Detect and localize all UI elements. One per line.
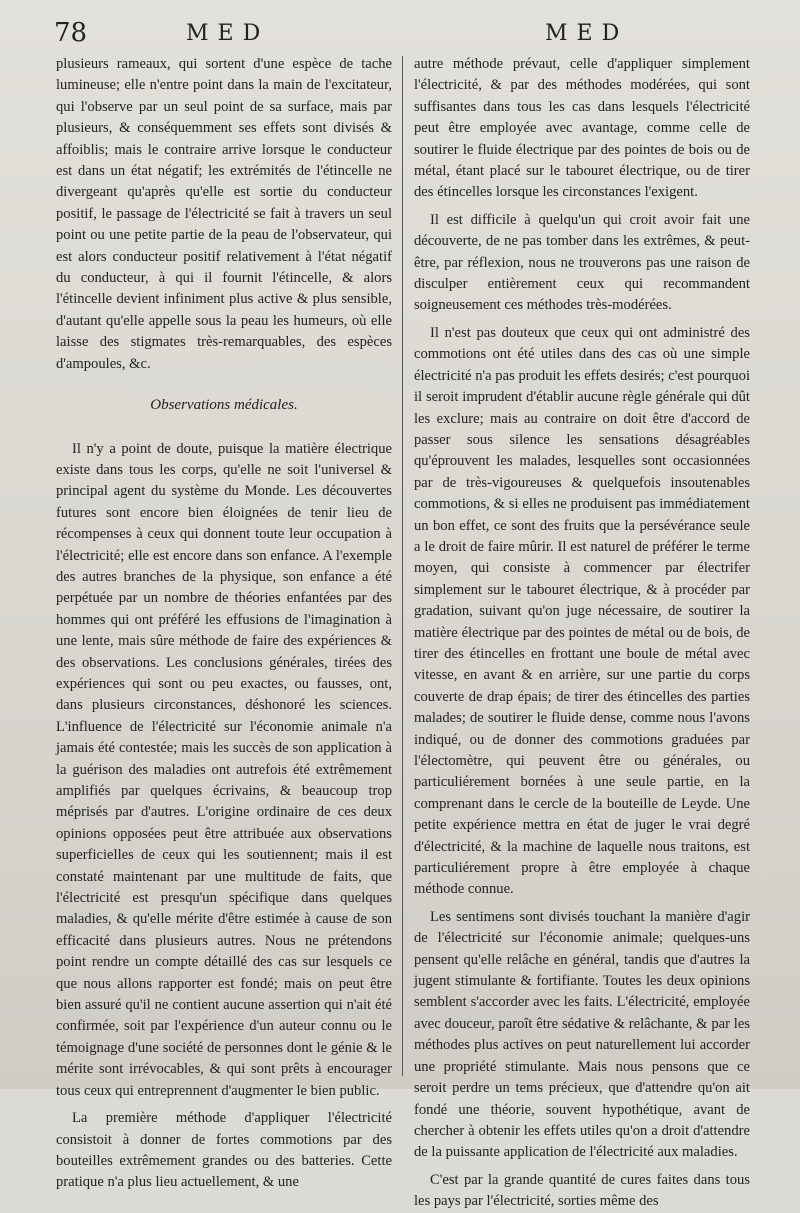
right-column — [414, 54, 750, 1213]
right-paragraph-5: C'est par la grande quantité de cures faites dans tous les pays par l'électricité, sorties même des — [414, 1171, 750, 1210]
right-paragraph-3: Il n'est pas douteux que ceux qui ont administré des commotions ont été utiles dans des cas où une simple électricité n'a pas produit les effets desirés; c'est pourquoi il seroit imprudent d'établir aucune règle générale qui dût les exclure; mais au contraire on doit être d'accord de passer sous silence les sensations désagréables qu'éprouvent les malades, lesquelles sont occasionnées par de très-vigoureuses & quelquefois insoutenables commotions, & si elles ne produisent pas immédiatement un bon effet, ce sont des fruits que la persévérance seule a le droit de faire mûrir. Il est naturel de préférer le terme moyen, qui consiste à commencer par électrifer simplement sur le tabouret électrique, & à procéder par gradation, suivant qu'on juge nécessaire, de soutirer la matière électrique par des pointes de métal ou de bois, de tirer des étincelles en frottant une boule de métal avec vitesse, en avant & en arrière, sur une partie du corps couverte de drap épais; de tirer des étincelles des parties malades; de soutirer le fluide dense, comme nous l'avons indiqué, ou de donner des commotions graduées par l'électomètre, qui peuvent être ou générales, ou particuliérement bornées à une seule partie, en la comprenant dans le cercle de la bouteille de Leyde. Une petite expérience mettra en état de juger le vrai degré d'électricité, & la machine de laquelle nous traitons, est particuliérement propre à être employée à chaque méthode connue. — [414, 324, 750, 898]
running-headword-right: MED — [545, 21, 629, 46]
left-paragraph-3: La première méthode d'appliquer l'électricité consistoit à donner de fortes commotions par des bouteilles extrêmement grandes ou des batteries. Cette pratique n'a plus lieu actuellement, & une — [56, 1110, 392, 1191]
left-paragraph-2: Il n'y a point de doute, puisque la matière électrique existe dans tous les corps, qu'elle ne soit l'universel & principal agent du système du Monde. Les découvertes futures sont encore bien éloignées de tenir lieu de récompenses à ceux qui donnent toute leur occupation à l'électricité; elle est encore dans son enfance. A l'exemple des autres branches de la physique, son enfance a été perpétuée par un nombre de théories enfantées par des hommes qui ont préféré les effusions de l'imagination à une lente, mais sûre méthode de faire des expériences & des observations. Les conclusions générales, tirées des expériences qui sont ou peu exactes, ou fausses, ont, dans plusieurs circonstances, déshonoré les sciences. L'influence de l'électricité sur l'économie animale n'a jamais été contestée; mais les succès de son application à la guérison des maladies ont autrefois été extrêmement amplifiés par quelques écrivains, & beaucoup trop méprisés par d'autres. L'origine ordinaire de ces deux opinions opposées peut être attribuée aux observations superficielles de ceux qui les soutiennent; mais il est constaté maintenant par une multitude de faits, que l'électricité est presqu'un spécifique dans quelques maladies, & qu'elle mérite d'être estimée à cause de son efficacité dans plusieurs autres. Nous ne prétendons point rendre un compte détaillé des cas sur lesquels ce que nous allons rapporter est fondé; mais on peut être bien assuré qu'il ne contient aucune assertion qui n'ait été confirmée, soit par l'expérience d'un auteur connu ou le témoignage d'une société de personnes dont le génie & le mérite sont irrévocables, & qui sont prêts à encourager tous ceux qui entreprennent d'augmenter le bien public. — [56, 440, 392, 1099]
running-header — [0, 18, 800, 54]
right-paragraph-1: autre méthode prévaut, celle d'appliquer simplement l'électricité, & par des méthodes modérées, qui sont suffisantes dans tous les cas dans lesquels l'électricité peut être employée avec avantage, comme celle de soutirer le fluide électrique par des pointes de bois ou de métal, étant placé sur le tabouret électrique, ou de tirer des étincelles lorsque les circonstances l'exigent. — [414, 56, 750, 201]
left-column — [56, 54, 392, 1194]
section-title: Observations médicales. — [150, 397, 298, 414]
right-paragraph-2: Il est difficile à quelqu'un qui croit avoir fait une découverte, de ne pas tomber dans les extrêmes, & peut-être, par réflexion, nous ne trouverons pas une raison de disculper entièrement ceux qui recommandent soigneusement ces méthodes très-modérées. — [414, 211, 750, 314]
running-headword-left: MED — [186, 21, 270, 46]
page-number: 78 — [54, 18, 88, 48]
left-paragraph-1: plusieurs rameaux, qui sortent d'une espèce de tache lumineuse; elle n'entre point dans la main de l'excitateur, qui l'observe par un seul point de sa surface, mais par plusieurs, & conséquemment ses effets sont divisés & affoiblis; mais le contraire arrive lorsque le conducteur est dans un état négatif; les extrémités de l'étincelle ne divergeant qu'après qu'elle est sortie du conducteur positif, le passage de l'électricité se fait à travers un seul point ou une petite partie de la peau de l'observateur, qui est alors conducteur positif relativement à l'état négatif du conducteur, à qui il fournit l'étincelle, & alors l'étincelle devient infiniment plus active & plus sensible, d'autant qu'elle appelle sous la peau les humeurs, où elle laisse des stigmates très-remarquables, des espèces d'ampoules, &c. — [56, 56, 392, 372]
column-divider — [402, 56, 403, 1076]
right-paragraph-4: Les sentimens sont divisés touchant la manière d'agir de l'électricité sur l'économie animale; quelques-uns pensent qu'elle relâche en général, tandis que d'autres la jugent stimulante & fortifiante. Toutes les deux opinions semblent s'accorder avec les faits. L'électricité, employée avec douceur, paroît être sédative & relâchante, & par les méthodes plus actives on peut naturellement lui accorder une propriété stimulante. Mais nous pensons que ce seroit perdre un tems précieux, que d'attendre qu'on ait fondé une théorie, souvent hypothétique, avant de chercher à obtenir les effets utiles qu'on a droit d'attendre de la puissante application de l'électricité aux maladies. — [414, 908, 750, 1161]
